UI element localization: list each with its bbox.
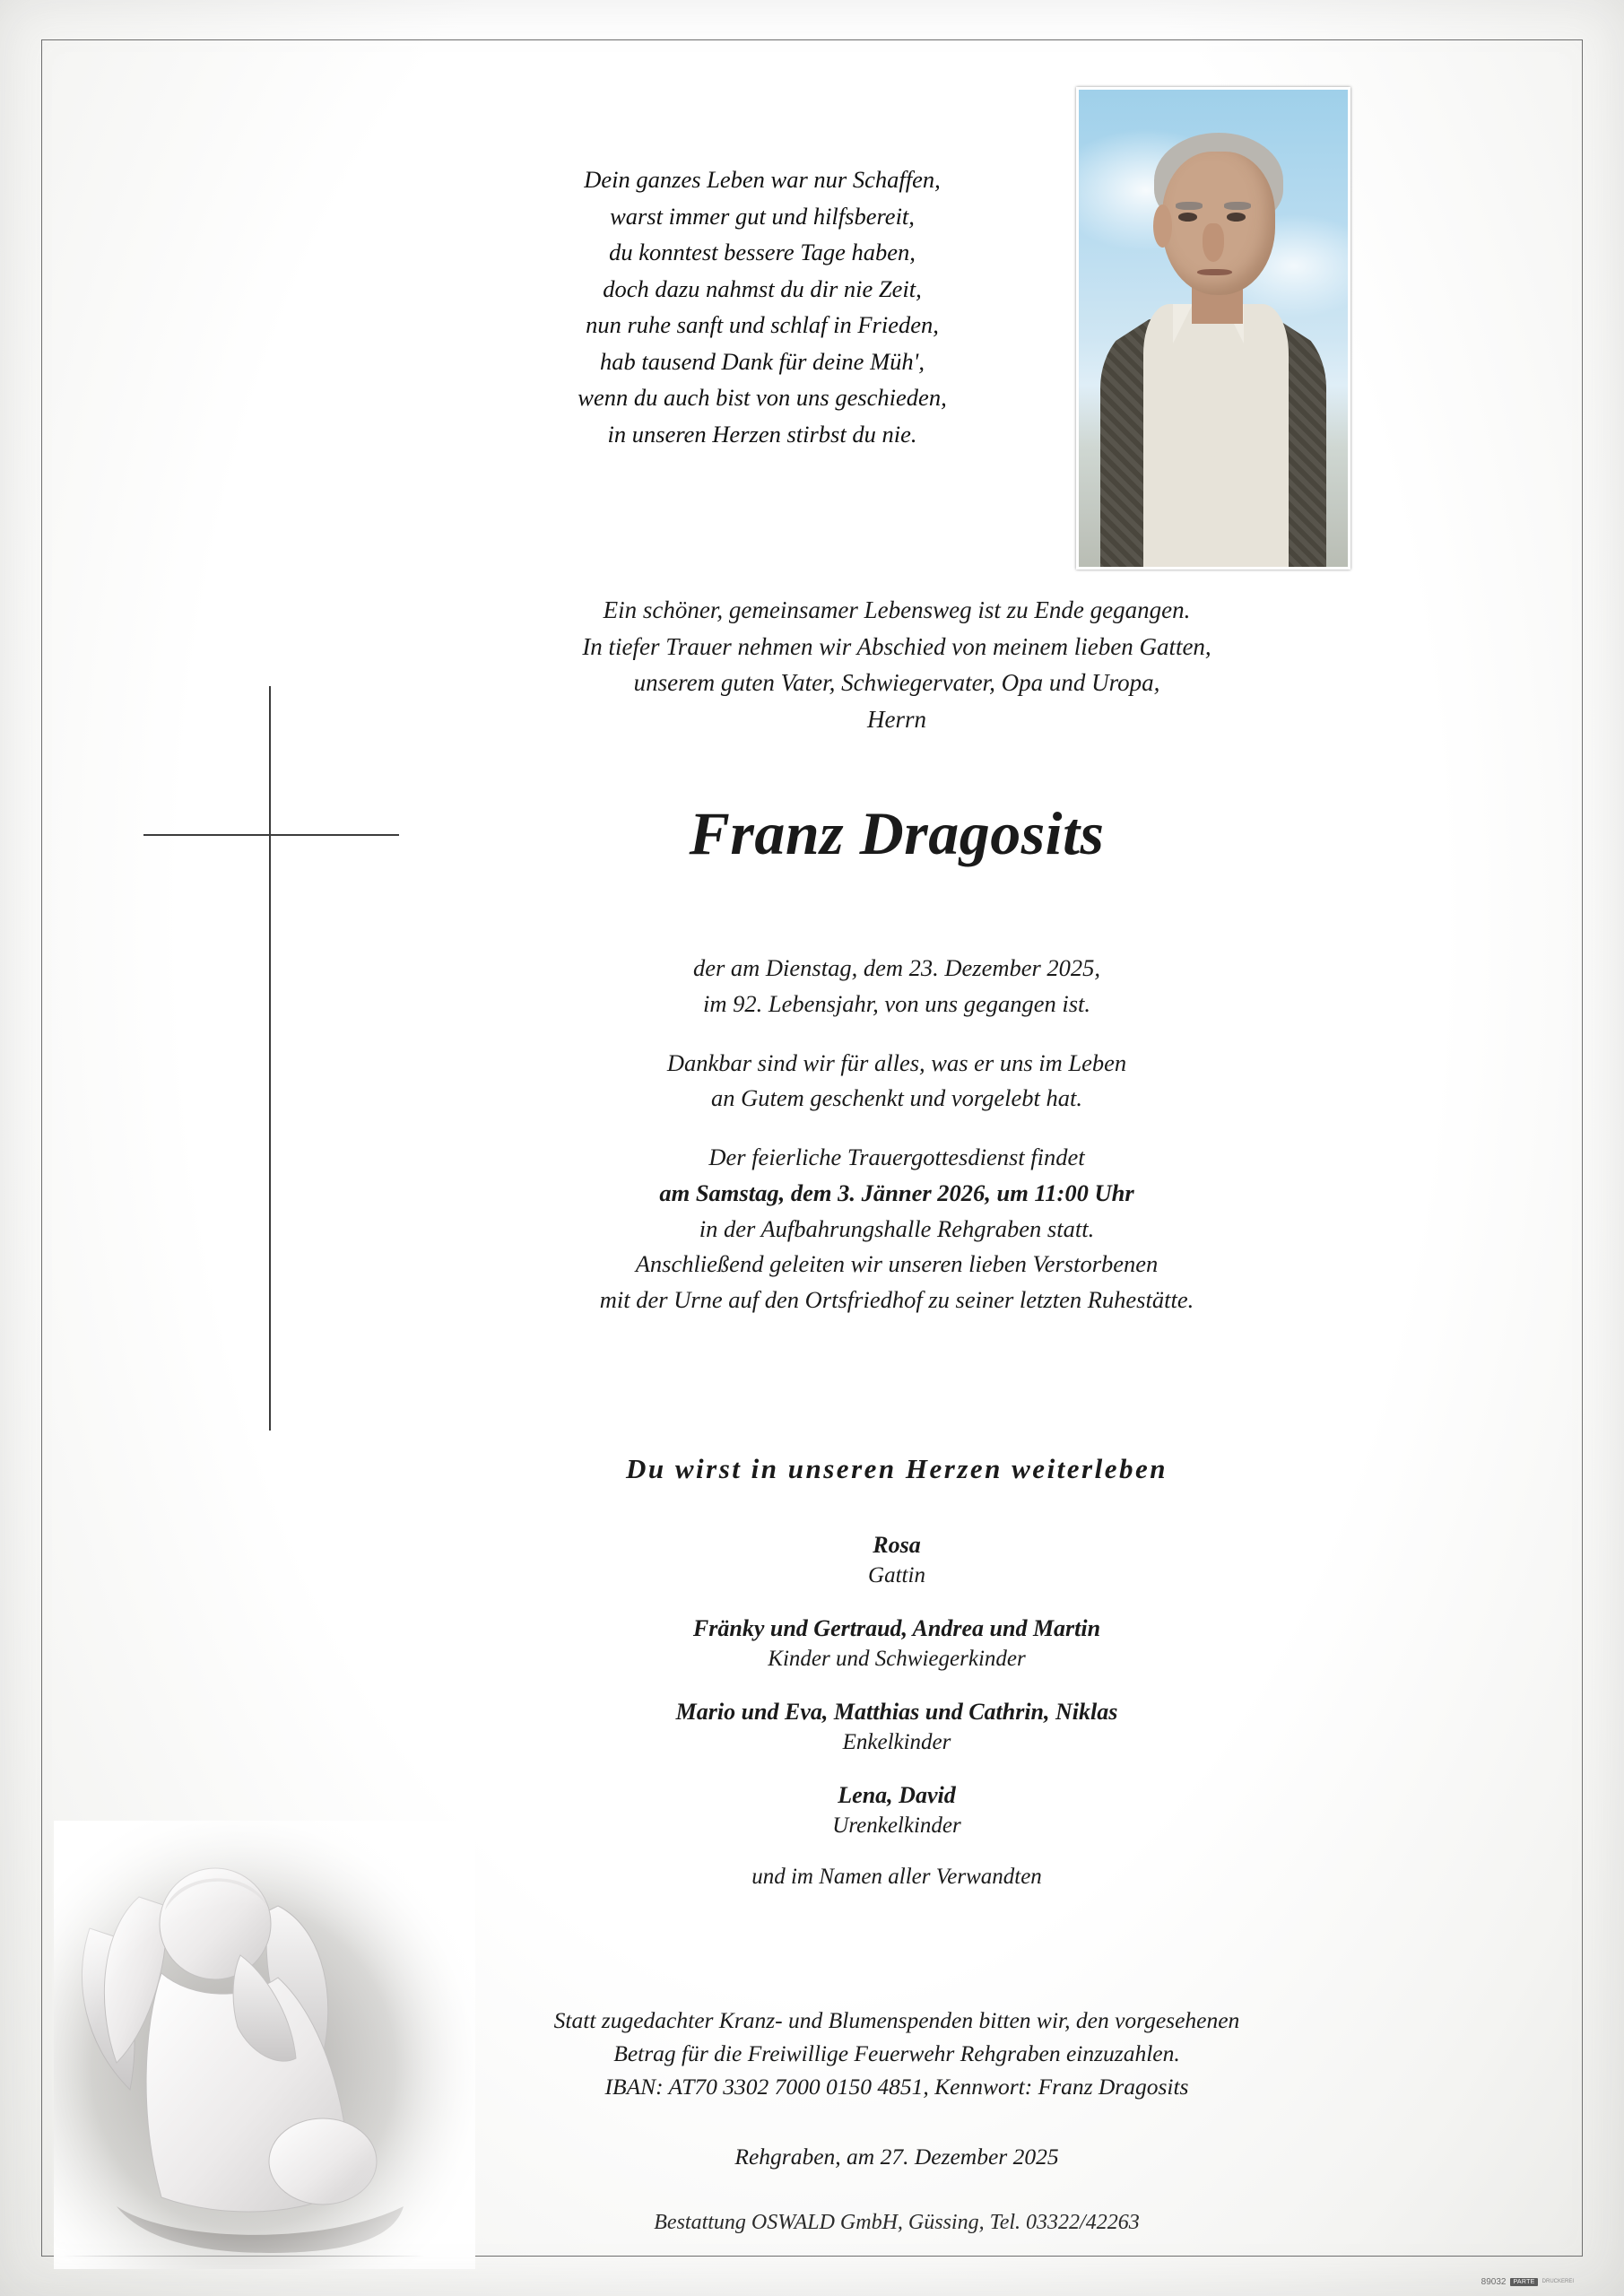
angel-statue-image <box>54 1821 475 2269</box>
family-group <box>421 1613 1372 1674</box>
family-relation: Gattin <box>868 1563 925 1588</box>
main-text <box>421 951 1372 1318</box>
family-group <box>421 1696 1372 1758</box>
poem-line: du konntest bessere Tage haben, <box>609 239 916 266</box>
photo-eye-left <box>1178 213 1197 222</box>
undertaker-credit: Bestattung OSWALD GmbH, Güssing, Tel. 03322/42263 <box>654 2211 1140 2234</box>
photo-eyebrow-left <box>1176 202 1203 210</box>
gratitude-line: an Gutem geschenkt und vorgelebt hat. <box>710 1084 1083 1112</box>
photo-ear <box>1153 204 1172 248</box>
photo-collar-left <box>1173 304 1193 344</box>
memorial-motto: Du wirst in unseren Herzen weiterleben <box>626 1453 1168 1484</box>
death-info-line: im 92. Lebensjahr, von uns gegangen ist. <box>702 989 1091 1017</box>
donation-note <box>386 2005 1408 2104</box>
service-location: in der Aufbahrungshalle Rehgraben statt. <box>699 1214 1095 1242</box>
relatives-note: und im Namen aller Verwandten <box>751 1865 1042 1890</box>
poem-line: warst immer gut und hilfsbereit, <box>610 202 915 230</box>
family-group <box>421 1529 1372 1591</box>
portrait-photo <box>1076 87 1350 570</box>
family-relation: Kinder und Schwiegerkinder <box>768 1646 1026 1671</box>
intro-line: Herrn <box>867 705 926 733</box>
gratitude-line: Dankbar sind wir für alles, was er uns im Leben <box>666 1048 1127 1076</box>
intro-line: Ein schöner, gemeinsamer Lebensweg ist zu Ende gegangen. <box>603 596 1191 623</box>
cross-icon-crossbar <box>143 834 399 836</box>
photo-eye-right <box>1227 213 1246 222</box>
family-names: Rosa <box>873 1532 921 1558</box>
poem-line: hab tausend Dank für deine Müh', <box>600 347 925 375</box>
donation-iban: IBAN: AT70 3302 7000 0150 4851, Kennwort: Franz Dragosits <box>604 2073 1189 2100</box>
printer-logo: PARTE <box>1510 2278 1537 2286</box>
place-and-date: Rehgraben, am 27. Dezember 2025 <box>734 2144 1059 2170</box>
printer-logo-sub: DRUCKEREI <box>1541 2279 1574 2285</box>
intro-text <box>421 592 1372 737</box>
poem-line: in unseren Herzen stirbst du nie. <box>607 420 917 448</box>
family-names: Lena, David <box>838 1781 956 1808</box>
service-line: mit der Urne auf den Ortsfriedhof zu seiner letzten Ruhestätte. <box>599 1286 1194 1313</box>
intro-line: In tiefer Trauer nehmen wir Abschied von meinem lieben Gatten, <box>582 632 1211 660</box>
donation-line: Statt zugedachter Kranz- und Blumenspenden bitten wir, den vorgesehenen <box>553 2007 1240 2033</box>
donation-line: Betrag für die Freiwillige Feuerwehr Rehgraben einzuzahlen. <box>613 2039 1180 2066</box>
angel-icon <box>54 1821 475 2269</box>
print-code-number: 89032 <box>1481 2277 1507 2287</box>
poem-line: Dein ganzes Leben war nur Schaffen, <box>584 166 941 193</box>
gratitude-text <box>421 1046 1372 1118</box>
family-names: Fränky und Gertraud, Andrea und Martin <box>692 1614 1101 1641</box>
service-datetime: am Samstag, dem 3. Jänner 2026, um 11:00 Uhr <box>659 1178 1134 1206</box>
photo-mouth <box>1197 269 1232 276</box>
death-info <box>421 951 1372 1022</box>
service-details <box>421 1140 1372 1318</box>
printer-code <box>1481 2277 1574 2287</box>
deceased-name: Franz Dragosits <box>689 799 1105 867</box>
death-info-line: der am Dienstag, dem 23. Dezember 2025, <box>692 954 1101 981</box>
family-relation: Urenkelkinder <box>832 1813 961 1838</box>
intro-line: unserem guten Vater, Schwiegervater, Opa und Uropa, <box>633 669 1160 696</box>
poem-line: nun ruhe sanft und schlaf in Frieden, <box>586 311 939 339</box>
family-names: Mario und Eva, Matthias und Cathrin, Niklas <box>675 1698 1118 1725</box>
family-list <box>421 1529 1372 1892</box>
cross-icon <box>269 686 271 1431</box>
photo-nose <box>1203 223 1224 262</box>
photo-eyebrow-right <box>1224 202 1251 210</box>
poem-line: wenn du auch bist von uns geschieden, <box>578 384 947 412</box>
service-line: Der feierliche Trauergottesdienst findet <box>708 1144 1085 1170</box>
memorial-poem <box>484 161 1040 452</box>
family-relation: Enkelkinder <box>842 1729 951 1754</box>
family-group <box>421 1779 1372 1841</box>
poem-line: doch dazu nahmst du dir nie Zeit, <box>603 274 922 302</box>
service-line: Anschließend geleiten wir unseren lieben Verstorbenen <box>635 1250 1159 1278</box>
